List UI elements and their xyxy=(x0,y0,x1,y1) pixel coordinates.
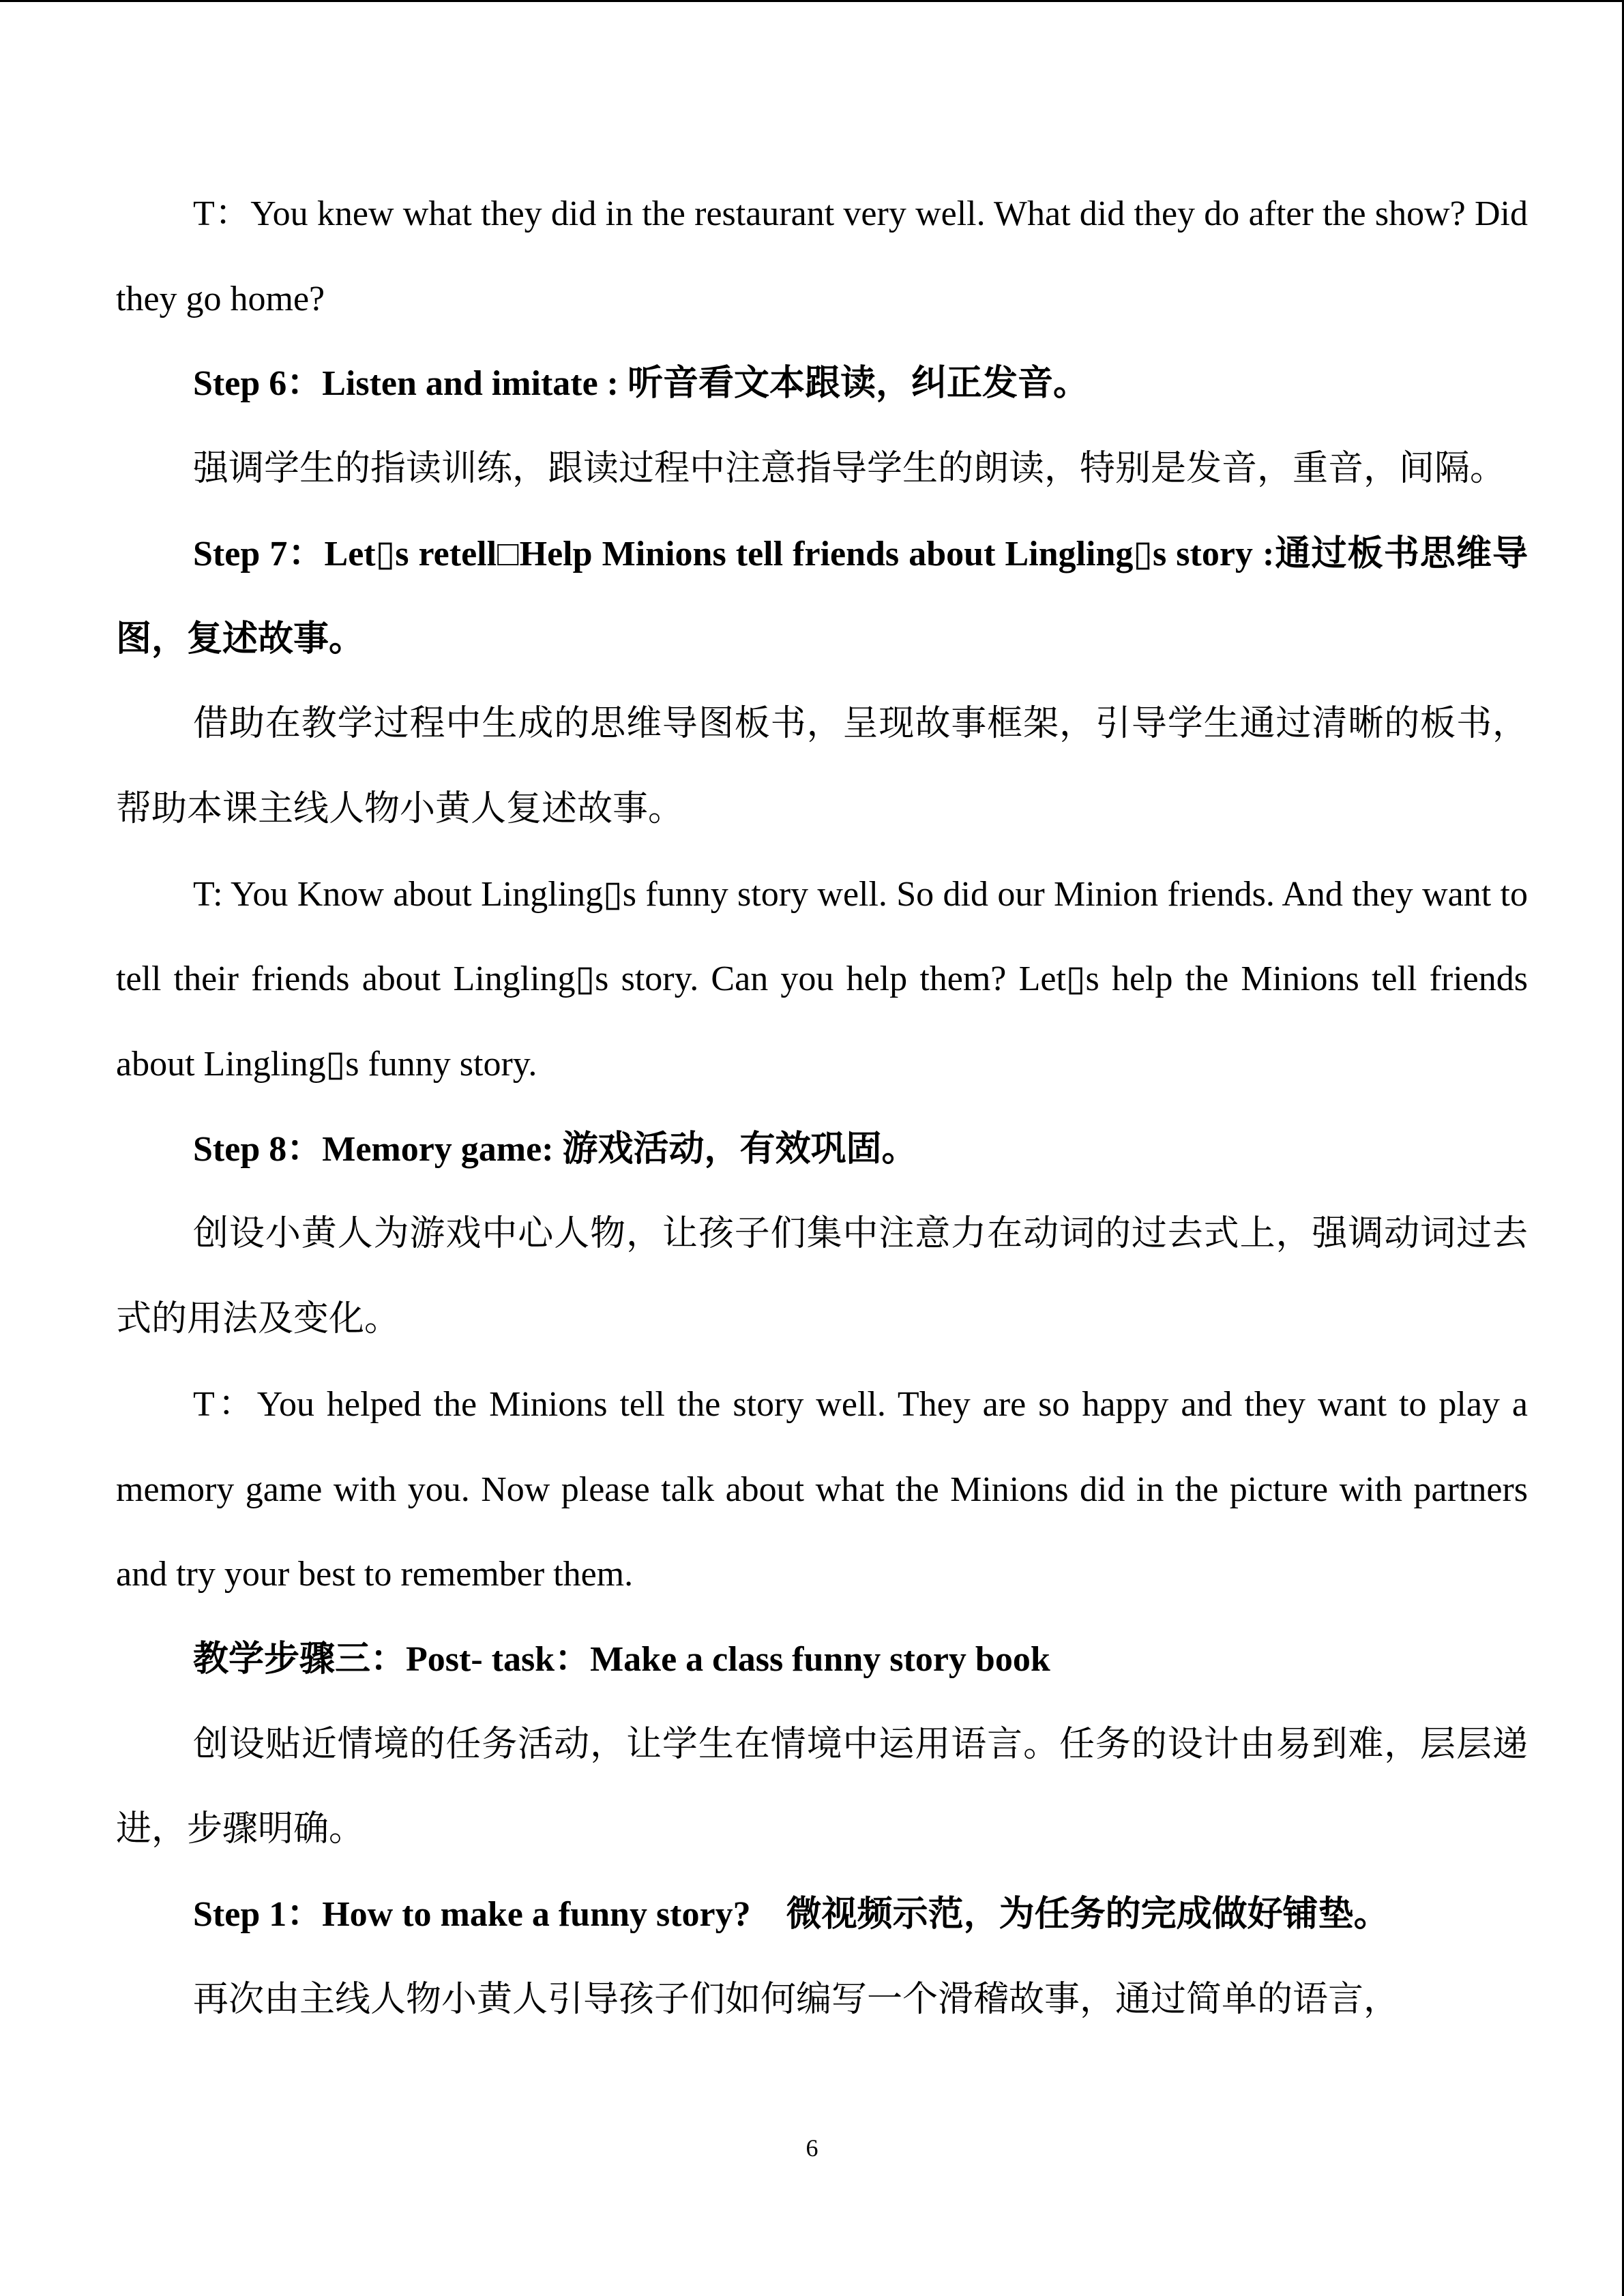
paragraph-post-step-1-desc: 再次由主线人物小黄人引导孩子们如何编写一个滑稽故事，通过简单的语言， xyxy=(193,1980,1400,2019)
heading-post-task: 教学步骤三：Post- task：Make a class funny story book xyxy=(193,1639,1050,1679)
page-number: 6 xyxy=(806,2134,818,2162)
paragraph-step-6-desc: 强调学生的指读训练，跟读过程中注意指导学生的朗读，特别是发音，重音，间隔。 xyxy=(193,449,1506,489)
heading-post-step-1: Step 1：How to make a funny story? 微视频示范，为任务的完成做好铺垫。 xyxy=(193,1895,1389,1935)
heading-step-7: Step 7：Let▯s retell□Help Minions tell friends about Lingling▯s story :通过板书思维导图，复述故事。 xyxy=(116,534,1528,659)
paragraph-step-8-desc: 创设小黄人为游戏中心人物，让孩子们集中注意力在动词的过去式上，强调动词过去式的用法及变化。 xyxy=(116,1214,1528,1339)
paragraph-teacher-lingling: T: You Know about Lingling▯s funny story well. So did our Minion friends. And they want to tell their friends about Lingling▯s story. Can you help them? Let▯s help the Minions tell friends about Lingling▯s funny story. xyxy=(116,874,1528,1084)
document-page xyxy=(116,172,1528,2042)
paragraph-post-task-desc: 创设贴近情境的任务活动，让学生在情境中运用语言。任务的设计由易到难，层层递进，步骤明确。 xyxy=(116,1725,1528,1849)
paragraph-step-7-desc: 借助在教学过程中生成的思维导图板书，呈现故事框架，引导学生通过清晰的板书，帮助本课主线人物小黄人复述故事。 xyxy=(116,704,1528,829)
heading-step-8: Step 8：Memory game: 游戏活动，有效巩固。 xyxy=(193,1129,917,1169)
page-border-top xyxy=(0,0,1624,2)
paragraph-teacher-restaurant: T：You knew what they did in the restaurant very well. What did they do after the show? Did they go home? xyxy=(116,194,1528,318)
paragraph-teacher-memory-game: T：You helped the Minions tell the story well. They are so happy and they want to play a memory game with you. Now please talk about what the Minions did in the picture with partners and try your best to remember them. xyxy=(116,1384,1528,1594)
heading-step-6: Step 6：Listen and imitate : 听音看文本跟读，纠正发音。 xyxy=(193,364,1089,404)
